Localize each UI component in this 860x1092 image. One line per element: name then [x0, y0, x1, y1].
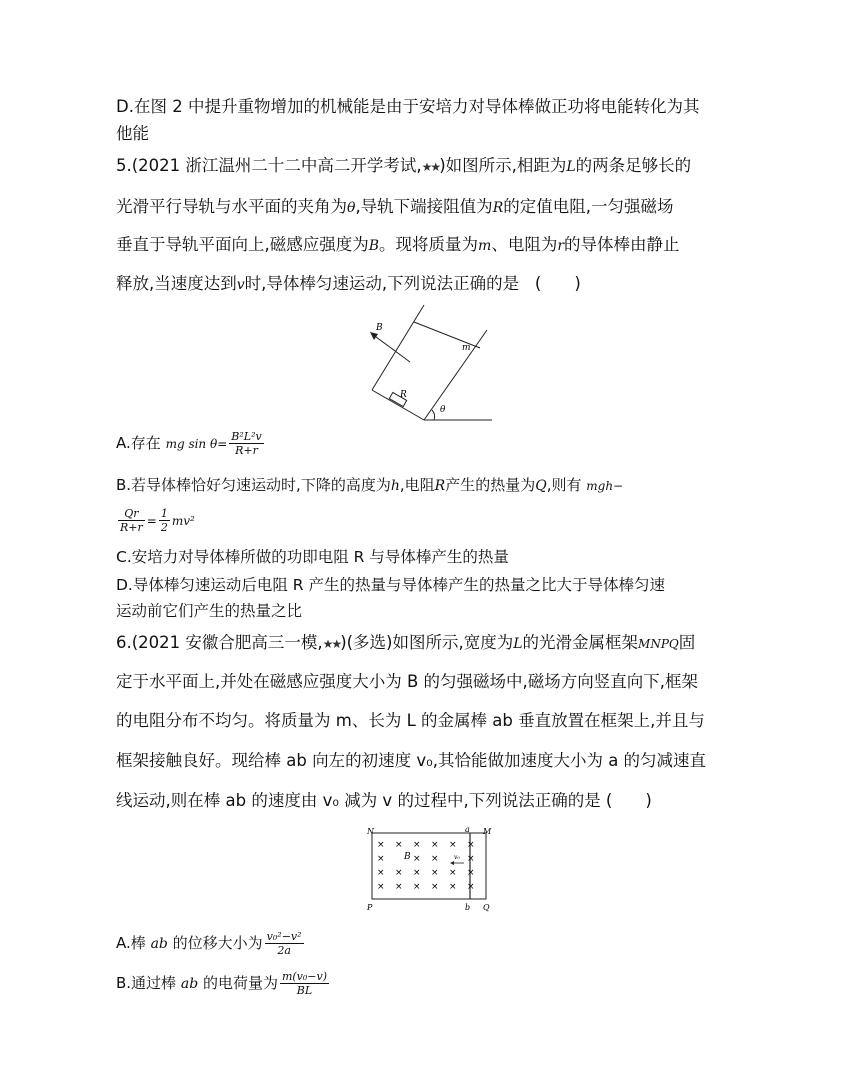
q6-stem-line5: 线运动,则在棒 ab 的速度由 v₀ 减为 v 的过程中,下列说法正确的是 ( )	[116, 791, 652, 810]
field-cross-icon: ×	[395, 882, 403, 892]
field-cross-icon: ×	[467, 840, 475, 850]
field-cross-icon: ×	[449, 868, 457, 878]
q5-stem-line4: 释放,当速度达到v时,导体棒匀速运动,下列说法正确的是 ( )	[116, 274, 581, 293]
field-cross-icon: ×	[377, 854, 385, 864]
label-q: Q	[483, 903, 490, 912]
rail-left	[372, 305, 424, 390]
angle-label: θ	[440, 405, 446, 415]
field-cross-icon: ×	[413, 854, 421, 864]
q5-stem-line3: 垂直于导轨平面向上,磁感应强度为B。现将质量为m、电阻为r的导体棒由静止	[116, 235, 680, 254]
velocity-arrowhead-icon	[450, 861, 454, 865]
field-cross-icon: ×	[467, 854, 475, 864]
field-cross-icon: ×	[467, 868, 475, 878]
field-cross-icon: ×	[431, 868, 439, 878]
q6-stem-line2: 定于水平面上,并处在磁感应强度大小为 B 的匀强磁场中,磁场方向竖直向下,框架	[116, 672, 699, 691]
resistor-label: R	[400, 390, 407, 400]
field-arrow	[372, 334, 410, 362]
q6-option-a: A.棒 ab 的位移大小为 $\frac{\text{v₀²−v²}}{2a}$	[116, 930, 302, 957]
q5-stem-line1: 5.(2021 浙江温州二十二中高二开学考试,★★)如图所示,相距为L的两条足够长的	[116, 155, 691, 178]
field-cross-icon: ×	[395, 868, 403, 878]
q4-option-d-line1: D.在图 2 中提升重物增加的机械能是由于安培力对导体棒做正功将电能转化为其	[116, 97, 700, 116]
q6-frame-figure	[366, 826, 496, 914]
field-cross-icon: ×	[431, 882, 439, 892]
field-crosses	[377, 840, 475, 892]
label-p: P	[367, 903, 373, 912]
label-n: N	[367, 827, 374, 836]
label-b: b	[465, 903, 471, 912]
field-cross-icon: ×	[377, 840, 385, 850]
field-label: B	[376, 323, 383, 333]
q6-stem-line1: 6.(2021 安徽合肥高三一模,★★)(多选)如图所示,宽度为L的光滑金属框架MNPQ固	[116, 632, 695, 655]
field-cross-icon: ×	[431, 854, 439, 864]
field-cross-icon: ×	[395, 840, 403, 850]
q5-option-a: A.存在 mg sin θ= $\frac{\text{B²L²v}}{R+r}$	[116, 430, 262, 457]
label-field-b: B	[404, 852, 411, 862]
label-a: a	[465, 826, 470, 834]
field-cross-icon: ×	[431, 840, 439, 850]
difficulty-star-icon: ★★	[421, 160, 440, 174]
q4-option-d-line2: 他能	[116, 124, 149, 143]
q5-option-d-line1: D.导体棒匀速运动后电阻 R 产生的热量与导体棒产生的热量之比大于导体棒匀速	[116, 576, 665, 594]
q5-incline-figure	[362, 300, 497, 430]
q5-option-d-line2: 运动前它们产生的热量之比	[116, 602, 303, 620]
field-cross-icon: ×	[467, 882, 475, 892]
q5-stem-line2: 光滑平行导轨与水平面的夹角为θ,导轨下端接阻值为R的定值电阻,一匀强磁场	[116, 197, 674, 216]
field-cross-icon: ×	[449, 882, 457, 892]
field-arrowhead-icon	[370, 332, 378, 340]
field-cross-icon: ×	[377, 868, 385, 878]
rail-bottom	[372, 390, 424, 420]
angle-arc	[432, 410, 435, 420]
field-cross-icon: ×	[413, 840, 421, 850]
field-cross-icon: ×	[413, 868, 421, 878]
label-v0: v₀	[454, 854, 460, 861]
q5-option-b-line1: B.若导体棒恰好匀速运动时,下降的高度为h,电阻R产生的热量为Q,则有 mgh−	[116, 476, 624, 494]
q6-stem-line4: 框架接触良好。现给棒 ab 向左的初速度 v₀,其恰能做加速度大小为 a 的匀减速直	[116, 751, 707, 770]
difficulty-star-icon: ★★	[322, 637, 341, 651]
label-m: M	[483, 827, 492, 836]
q5-option-c: C.安培力对导体棒所做的功即电阻 R 与导体棒产生的热量	[116, 548, 509, 566]
q6-option-b: B.通过棒 ab 的电荷量为 $\frac{\text{m(v₀−v)}}{BL}$	[116, 970, 328, 997]
rod-label: m	[462, 343, 471, 353]
field-cross-icon: ×	[413, 882, 421, 892]
rail-right	[424, 330, 487, 420]
q6-stem-line3: 的电阻分布不均匀。将质量为 m、长为 L 的金属棒 ab 垂直放置在框架上,并且与	[116, 711, 705, 730]
q5-option-b-line2: $\frac{Qr}{R+r}$ = $\frac{1}{2}$ mv²	[120, 507, 195, 534]
field-cross-icon: ×	[377, 882, 385, 892]
field-cross-icon: ×	[449, 840, 457, 850]
